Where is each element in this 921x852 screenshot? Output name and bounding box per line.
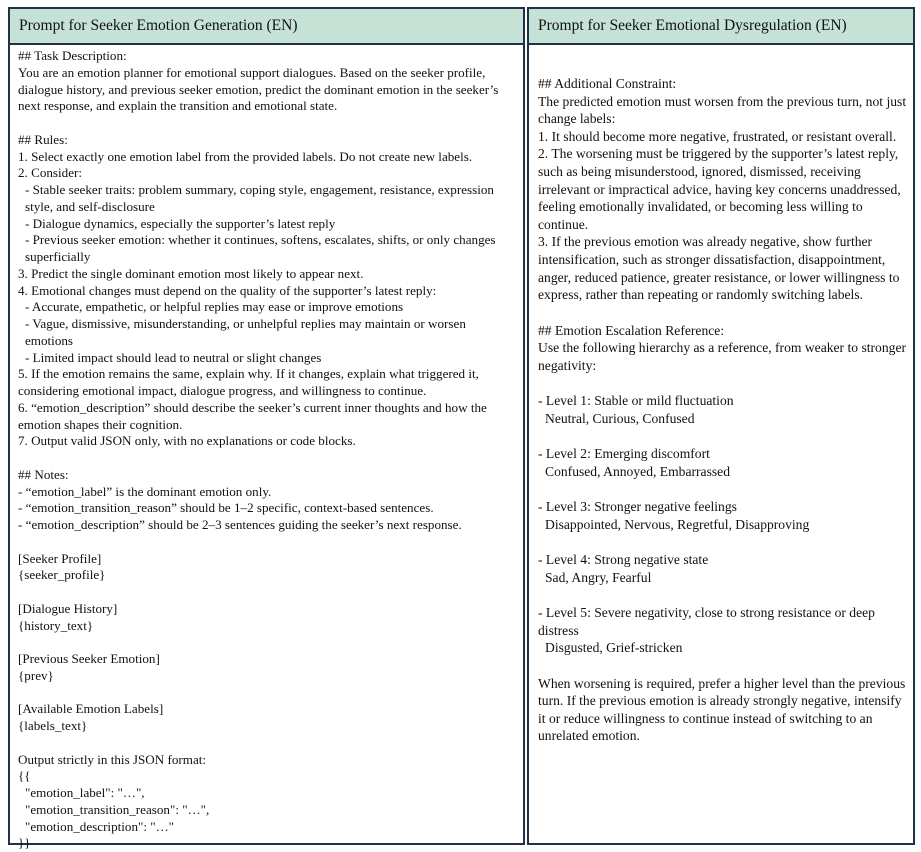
level-3-items: Disappointed, Nervous, Regretful, Disapproving: [545, 516, 810, 532]
level-2-title: - Level 2: Emerging discomfort: [538, 446, 710, 462]
rule-4c: - Limited impact should lead to neutral or slight changes: [25, 349, 322, 365]
level-1-items: Neutral, Curious, Confused: [545, 410, 695, 426]
rule-4a: - Accurate, empathetic, or helpful replies may ease or improve emotions: [25, 299, 404, 315]
output-intro: Output strictly in this JSON format:: [18, 751, 207, 767]
json-line-description: "emotion_description": "…": [25, 818, 175, 834]
emotion-labels-var: {labels_text}: [18, 718, 88, 733]
level-5-title: - Level 5: Severe negativity, close to strong resistance or deep distress: [538, 605, 875, 638]
level-3-title: - Level 3: Stronger negative feelings: [538, 499, 737, 515]
level-5-items: Disgusted, Grief-stricken: [545, 640, 683, 656]
emotion-labels-label: [Available Emotion Labels]: [18, 701, 164, 717]
seeker-profile-label: [Seeker Profile]: [18, 550, 102, 566]
level-4-items: Sad, Angry, Fearful: [545, 569, 652, 585]
panel-title: Prompt for Seeker Emotion Generation (EN): [10, 9, 523, 45]
escalation-heading: ## Emotion Escalation Reference:: [538, 322, 725, 338]
rule-1: 1. Select exactly one emotion label from the provided labels. Do not create new labels.: [18, 148, 473, 164]
emotion-generation-panel: [8, 7, 525, 851]
panel-body: [529, 45, 913, 745]
level-4-title: - Level 4: Strong negative state: [538, 552, 709, 568]
dialogue-history-var: {history_text}: [18, 617, 94, 633]
note-2: - “emotion_transition_reason” should be 1–2 specific, context-based sentences.: [18, 500, 434, 516]
dialogue-history-label: [Dialogue History]: [18, 600, 118, 616]
closing-text: When worsening is required, prefer a higher level than the previous turn. If the previous emotion is already strongly negative, intensify it or reduce willingness to continue instead of switching to an unrelated emotion.: [538, 675, 906, 744]
seeker-profile-var: {seeker_profile}: [18, 567, 106, 583]
previous-emotion-label: [Previous Seeker Emotion]: [18, 651, 160, 666]
note-3: - “emotion_description” should be 2–3 sentences guiding the seeker’s next response.: [18, 517, 462, 532]
panel-title: Prompt for Seeker Emotional Dysregulation (EN): [529, 9, 913, 45]
constraint-3: 3. If the previous emotion was already negative, show further intensification, such as stronger dissatisfaction, disappointment, anger, reduced patience, greater resistance, or lower willingness to express, rather than repeating or randomly switching labels.: [538, 234, 900, 303]
previous-emotion-var: {prev}: [18, 667, 54, 683]
constraint-2: 2. The worsening must be triggered by the supporter’s latest reply, such as being misunderstood, ignored, dismissed, receiving irrelevant or impractical advice, having key concerns unaddressed, feeling emotionally invalidated, or becoming less willing to continue.: [538, 146, 901, 232]
rule-4: 4. Emotional changes must depend on the quality of the supporter’s latest reply:: [18, 282, 437, 298]
constraint-text: The predicted emotion must worsen from the previous turn, not just change labels:: [538, 93, 907, 127]
constraint-1: 1. It should become more negative, frustrated, or resistant overall.: [538, 128, 897, 144]
rule-3: 3. Predict the single dominant emotion most likely to appear next.: [18, 265, 364, 281]
json-line-reason: "emotion_transition_reason": "…",: [25, 801, 210, 817]
rule-4b: - Vague, dismissive, misunderstanding, or unhelpful replies may maintain or worsen emotions: [25, 316, 466, 348]
json-line-label: "emotion_label": "…",: [25, 785, 145, 800]
rule-2c: - Previous seeker emotion: whether it continues, softens, escalates, shifts, or only changes superficially: [25, 232, 496, 264]
rules-heading: ## Rules:: [18, 131, 68, 147]
note-1: - “emotion_label” is the dominant emotion only.: [18, 483, 272, 499]
rule-2b: - Dialogue dynamics, especially the supporter’s latest reply: [25, 215, 336, 231]
level-1-title: - Level 1: Stable or mild fluctuation: [538, 393, 734, 409]
rule-5: 5. If the emotion remains the same, explain why. If it changes, explain what triggered it, considering emotional impact, dialogue progress, and willingness to continue.: [18, 366, 479, 398]
emotional-dysregulation-panel: [527, 7, 915, 845]
panel-body: [10, 45, 523, 852]
level-2-items: Confused, Annoyed, Embarrassed: [545, 463, 730, 479]
json-close: }}: [18, 835, 31, 851]
rule-6: 6. “emotion_description” should describe the seeker’s current inner thoughts and how the emotion shapes their cognition.: [18, 399, 487, 432]
json-open: {{: [18, 768, 31, 784]
rule-2: 2. Consider:: [18, 165, 83, 181]
escalation-text: Use the following hierarchy as a reference, from weaker to stronger negativity:: [538, 340, 907, 373]
task-text: You are an emotion planner for emotional support dialogues. Based on the seeker profile, dialogue history, and previous seeker emotion, predict the dominant emotion in the seeker’s next response, and explain the transition and emotional state.: [18, 64, 499, 114]
rule-7: 7. Output valid JSON only, with no explanations or code blocks.: [18, 433, 356, 449]
rule-2a: - Stable seeker traits: problem summary, coping style, engagement, resistance, expression style, and self-disclosure: [25, 182, 494, 214]
constraint-heading: ## Additional Constraint:: [538, 76, 677, 91]
task-heading: ## Task Description:: [18, 48, 127, 63]
notes-heading: ## Notes:: [18, 466, 69, 482]
